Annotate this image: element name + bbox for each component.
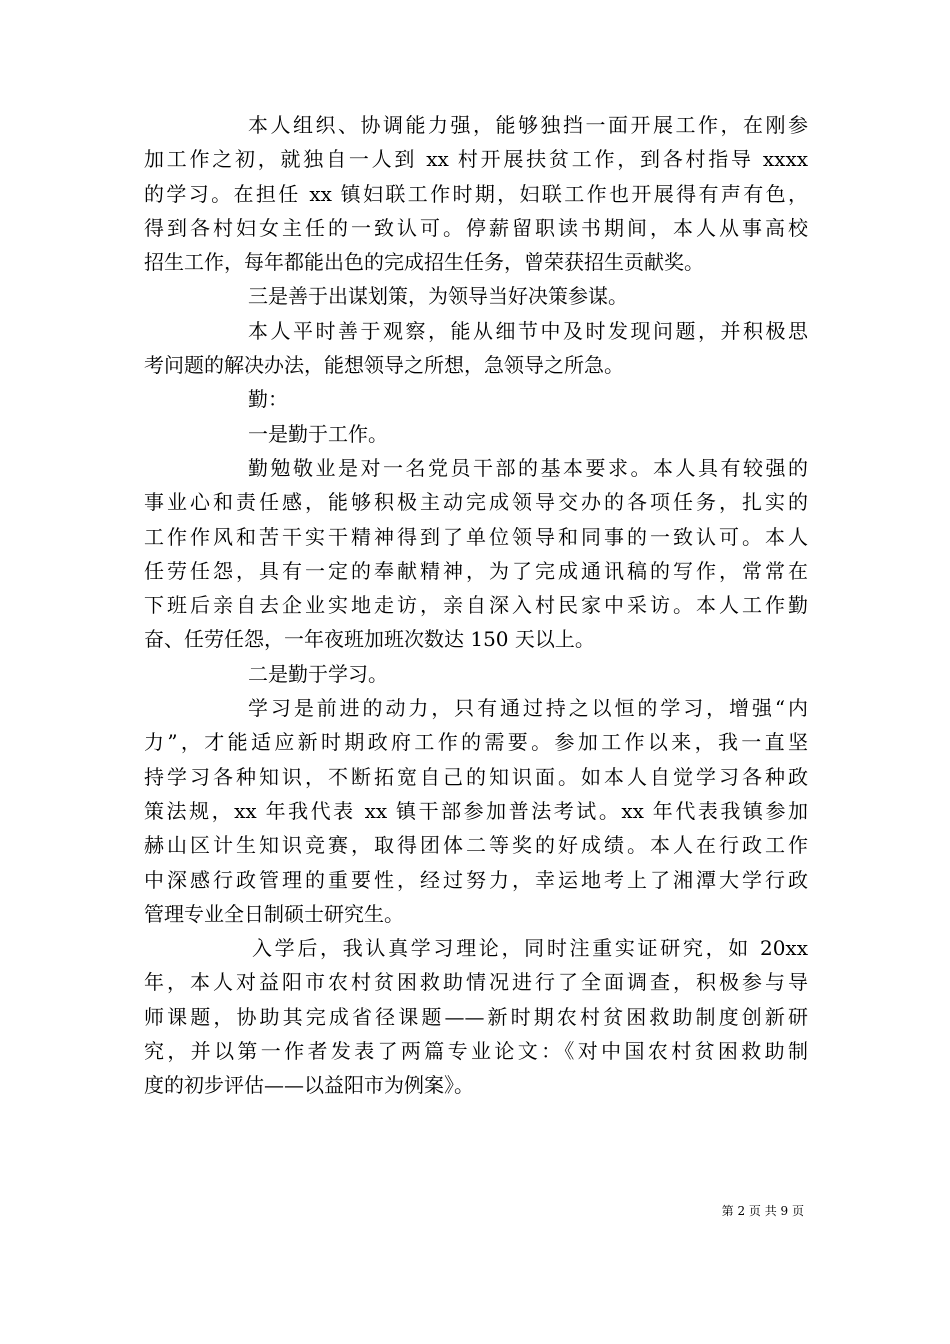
document-body — [144, 108, 808, 1103]
text-line: 策法规，xx 年我代表 xx 镇干部参加普法考试。xx 年代表我镇参加 — [144, 798, 808, 823]
text-line: 师课题，协助其完成省径课题——新时期农村贫困救助制度创新研 — [144, 1004, 808, 1029]
page-footer: 第 2 页 共 9 页 — [721, 1204, 804, 1218]
text-line: 工作作风和苦干实干精神得到了单位领导和同事的一致认可。本人 — [144, 524, 808, 549]
text-line: 力”，才能适应新时期政府工作的需要。参加工作以来，我一直坚 — [144, 730, 808, 755]
text-line: 的学习。在担任 xx 镇妇联工作时期，妇联工作也开展得有声有色， — [144, 181, 808, 206]
text-line: 勤： — [248, 387, 288, 412]
text-line: 任劳任怨，具有一定的奉献精神，为了完成通讯稿的写作，常常在 — [144, 558, 808, 583]
text-line: 赫山区计生知识竞赛，取得团体二等奖的好成绩。本人在行政工作 — [144, 833, 808, 858]
text-line: 招生工作，每年都能出色的完成招生任务，曾荣获招生贡献奖。 — [144, 250, 704, 275]
text-line: 奋、任劳任怨，一年夜班加班次数达 150 天以上。 — [144, 627, 595, 652]
text-line: 中深感行政管理的重要性，经过努力，幸运地考上了湘潭大学行政 — [144, 867, 808, 892]
text-line: 勤勉敬业是对一名党员干部的基本要求。本人具有较强的 — [248, 455, 808, 480]
text-line: 事业心和责任感，能够积极主动完成领导交办的各项任务，扎实的 — [144, 490, 808, 515]
text-line: 考问题的解决办法，能想领导之所想，急领导之所急。 — [144, 353, 624, 378]
text-line: 二是勤于学习。 — [248, 661, 388, 686]
text-line: 究，并以第一作者发表了两篇专业论文：《对中国农村贫困救助制 — [144, 1039, 808, 1064]
text-line: 一是勤于工作。 — [248, 421, 388, 446]
text-line: 入学后，我认真学习理论，同时注重实证研究，如 20xx — [252, 936, 808, 961]
text-line: 管理专业全日制硕士研究生。 — [144, 901, 404, 926]
text-line: 本人平时善于观察，能从细节中及时发现问题，并积极思 — [248, 318, 808, 343]
text-line: 加工作之初，就独自一人到 xx 村开展扶贫工作，到各村指导 xxxx — [144, 147, 808, 172]
text-line: 三是善于出谋划策，为领导当好决策参谋。 — [248, 284, 628, 309]
text-line: 持学习各种知识，不断拓宽自己的知识面。如本人自觉学习各种政 — [144, 764, 808, 789]
text-line: 得到各村妇女主任的一致认可。停薪留职读书期间，本人从事高校 — [144, 215, 808, 240]
text-line: 年，本人对益阳市农村贫困救助情况进行了全面调查，积极参与导 — [144, 970, 808, 995]
text-line: 度的初步评估——以益阳市为例案》。 — [144, 1073, 474, 1098]
text-line: 本人组织、协调能力强，能够独挡一面开展工作，在刚参 — [248, 113, 808, 137]
text-line: 学习是前进的动力，只有通过持之以恒的学习，增强“内 — [248, 696, 808, 721]
text-line: 下班后亲自去企业实地走访，亲自深入村民家中采访。本人工作勤 — [144, 593, 808, 618]
